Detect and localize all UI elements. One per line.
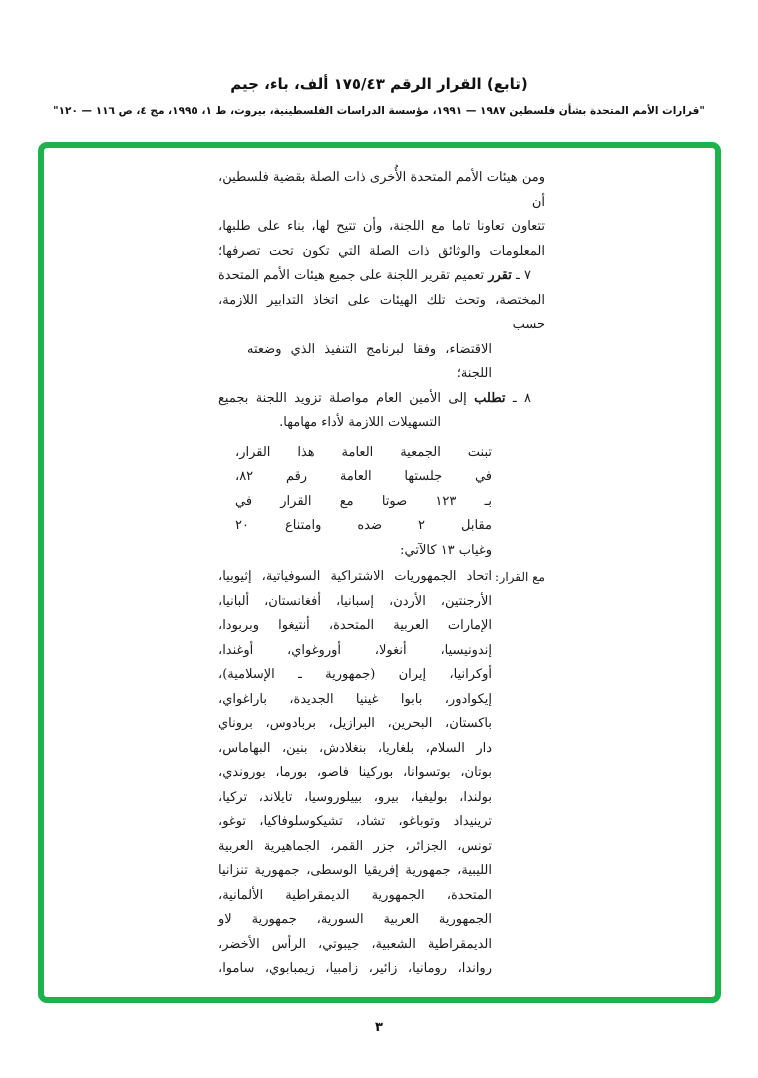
text-line: المتحدة، الجمهورية الديمقراطية الألمانية، bbox=[218, 887, 492, 903]
text-line: التسهيلات اللازمة لأداء مهامها. bbox=[279, 415, 441, 430]
in-favour-label-colon: : bbox=[495, 570, 500, 584]
text-line: في جلستها العامة رقم ٨٢، bbox=[235, 469, 492, 484]
text-line: بـ ١٢٣ صوتا مع القرار في bbox=[235, 493, 492, 509]
text-line: بوتان، بوتسوانا، بوركينا فاصو، بورما، بوروندي، bbox=[218, 765, 492, 780]
emphasized-word: تقرر bbox=[488, 268, 512, 283]
source-citation: "قرارات الأمم المتحدة بشأن فلسطين ١٩٨٧ — ١٩٩١، مؤسسة الدراسات الفلسطينية، بيروت، ط ١، ١٩٩٥، مج ٤، ص ١١٦ — ١٢٠" bbox=[53, 105, 705, 117]
emphasized-word: تطلب bbox=[474, 390, 506, 406]
vote-record bbox=[235, 441, 492, 564]
text-line: الديمقراطية الشعبية، جيبوتي، الرأس الأخضر، bbox=[218, 936, 492, 952]
text-line: اتحاد الجمهوريات الاشتراكية السوفياتية، إثيوبيا، bbox=[218, 569, 492, 584]
page-number: ٣ bbox=[375, 1020, 383, 1035]
text-line: وغياب ١٣ كالآتي: bbox=[400, 542, 492, 558]
in-favour-countries bbox=[218, 565, 492, 982]
text-line: المختصة، وتحث تلك الهيئات على اتخاذ التدابير اللازمة، حسب bbox=[218, 292, 545, 332]
text-line: تتعاون تعاونا تاما مع اللجنة، وأن تتيح لها، بناء على طلبها، bbox=[218, 219, 545, 234]
paragraph-8 bbox=[218, 387, 545, 436]
text-line: إيكوادور، بابوا غينيا الجديدة، باراغواي، bbox=[218, 691, 492, 707]
text-line: المعلومات والوثائق ذات الصلة التي تكون تحت تصرفها؛ bbox=[218, 243, 545, 259]
text-line bbox=[218, 387, 545, 412]
resolution-title: (تابع) القرار الرقم ١٧٥/٤٣ ألف، باء، جيم bbox=[230, 75, 528, 93]
text-line: إندونيسيا، أنغولا، أوروغواي، أوغندا، bbox=[218, 642, 492, 658]
paragraph-7 bbox=[218, 264, 545, 387]
text-line: ومن هيئات الأمم المتحدة الأُخرى ذات الصلة بقضية فلسطين، أن bbox=[218, 170, 545, 210]
text-segment: تعميم تقرير اللجنة على جميع هيئات الأمم المتحدة bbox=[218, 268, 489, 283]
text-line bbox=[218, 264, 545, 289]
text-line: دار السلام، بلغاريا، بنغلادش، بنين، البهاماس، bbox=[218, 740, 492, 756]
in-favour-label bbox=[495, 565, 545, 982]
text-line: الأرجنتين، الأردن، إسبانيا، أفغانستان، ألبانيا، bbox=[218, 593, 492, 609]
text-line: تونس، الجزائر، جزر القمر، الجماهيرية العربية bbox=[218, 838, 492, 854]
votes-in-favour-section bbox=[218, 565, 545, 982]
text-line: مقابل ٢ ضده وامتناع ٢٠ bbox=[235, 518, 492, 533]
text-line: تبنت الجمعية العامة هذا القرار، bbox=[235, 444, 492, 460]
text-line: رواندا، رومانيا، زائير، زامبيا، زيمبابوي، ساموا، bbox=[218, 961, 492, 976]
text-line: الجمهورية العربية السورية، جمهورية لاو bbox=[218, 912, 492, 927]
document-body bbox=[218, 166, 545, 982]
text-line: الليبية، جمهورية إفريقيا الوسطى، جمهورية تنزانيا bbox=[218, 863, 492, 878]
in-favour-label-text: مع القرار bbox=[499, 570, 545, 584]
text-line: بولندا، بوليفيا، بيرو، بييلوروسيا، تايلاند، تركيا، bbox=[218, 789, 492, 805]
text-line: باكستان، البحرين، البرازيل، بربادوس، بروناي bbox=[218, 716, 492, 731]
text-segment: ٨ ـ bbox=[505, 390, 532, 406]
text-line: الإمارات العربية المتحدة، أنتيغوا وبربودا، bbox=[218, 618, 492, 633]
text-segment: ٧ ـ bbox=[511, 268, 531, 283]
text-line: أوكرانيا، إيران (جمهورية ـ الإسلامية)، bbox=[218, 667, 492, 682]
text-segment: إلى الأمين العام مواصلة تزويد اللجنة بجميع bbox=[218, 390, 475, 406]
text-line: الاقتضاء، وفقا لبرنامج التنفيذ الذي وضعته اللجنة؛ bbox=[247, 341, 492, 381]
text-line: ترينيداد وتوباغو، تشاد، تشيكوسلوفاكيا، توغو، bbox=[218, 814, 492, 829]
paragraph-continuation bbox=[218, 166, 545, 264]
